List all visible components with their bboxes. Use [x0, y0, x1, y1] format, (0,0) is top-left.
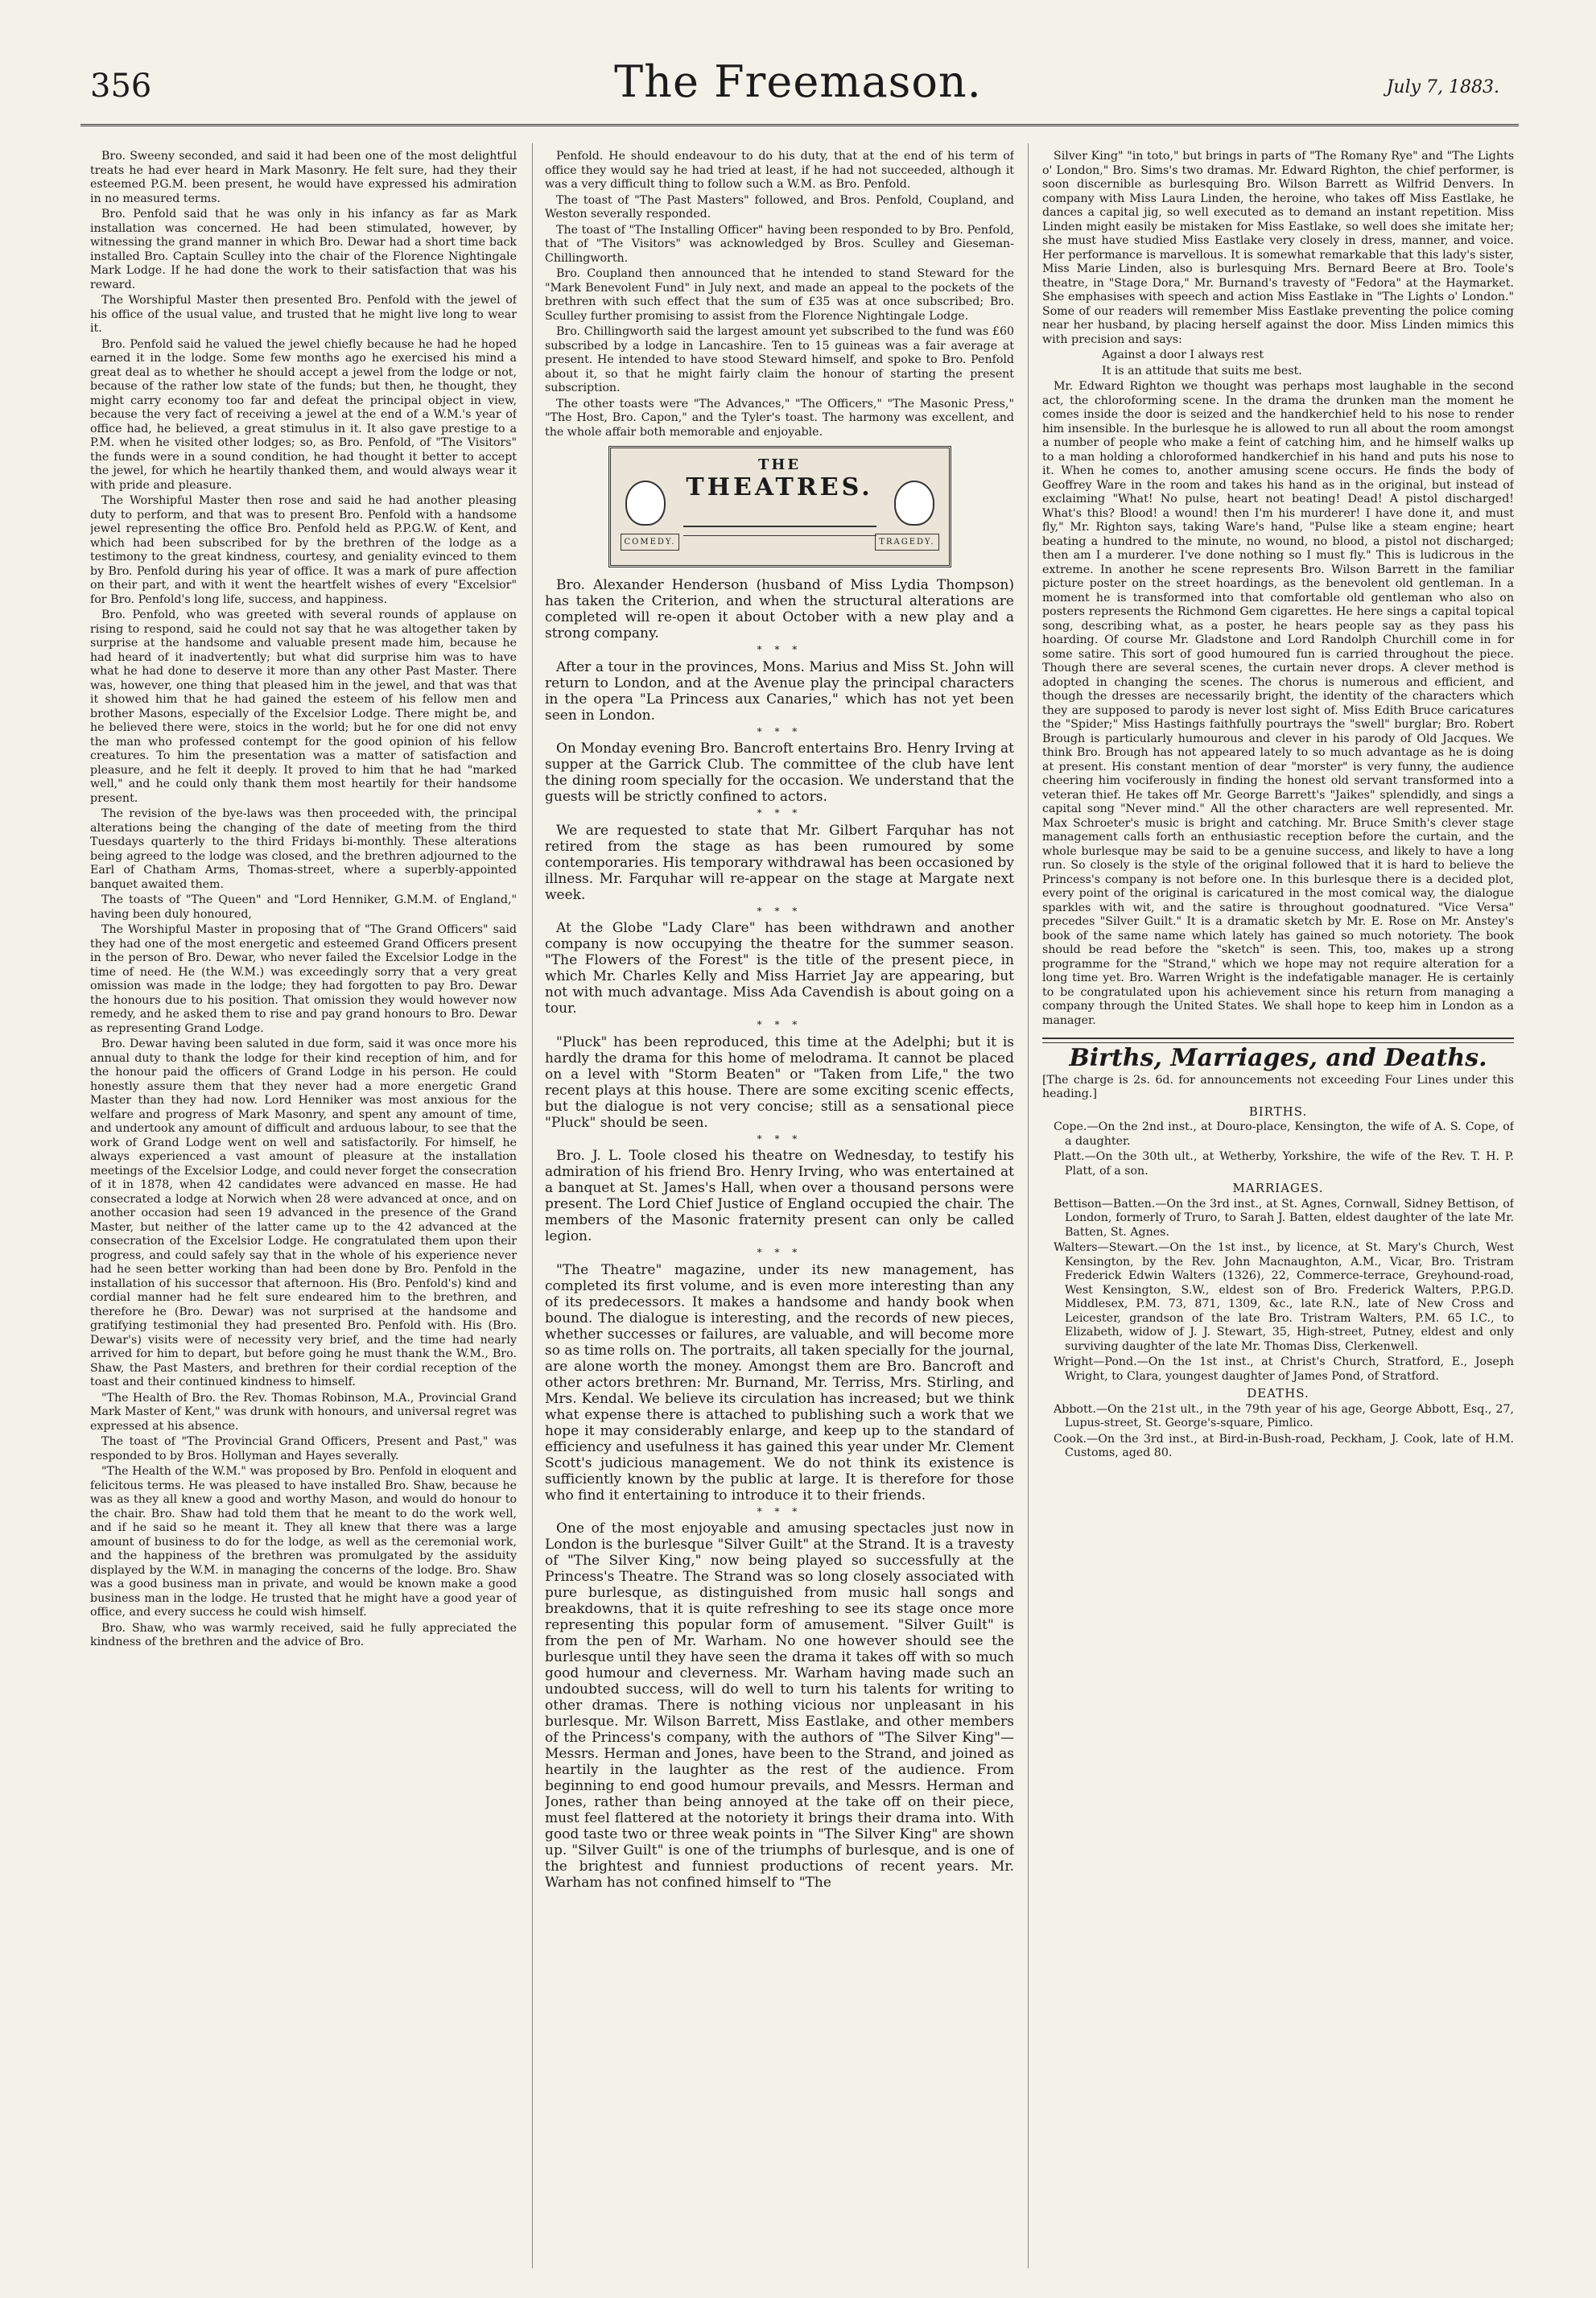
- theatres-illustration: [608, 446, 951, 567]
- paragraph: The toast of "The Provincial Grand Officers, Present and Past," was responded to by Bros. Hollyman and Hayes severally.: [90, 1435, 517, 1463]
- header-rule: [80, 124, 1519, 128]
- paragraph: The revision of the bye-laws was then proceeded with, the principal alterations being the changing of the date of meeting from the third Tuesdays quarterly to the third Fridays bi-monthly. These alterations being agreed to the lodge was closed, and the brethren adjourned to the Earl of Chatham Arms, Thomas-street, where a superbly-appointed banquet awaited them.: [90, 807, 517, 891]
- paragraph: Bro. Alexander Henderson (husband of Miss Lydia Thompson) has taken the Criterion, and when the structural alterations are completed will re-open it about October with a new play and a strong company.: [545, 577, 1014, 642]
- ornament-rule: [683, 526, 876, 536]
- column-2: [545, 150, 1014, 2291]
- separator: * * *: [757, 1132, 802, 1145]
- paragraph: Bro. Penfold said that he was only in his infancy as far as Mark installation was concerned. He had been stimulated, however, by witnessing the grand manner in which Bro. Dewar had a short time back installed Bro. Captain Sculley into the chair of the Florence Nightingale Mark Lodge. If he had done the work to their satisfaction that was his reward.: [90, 208, 517, 291]
- tragedy-label: TRAGEDY.: [875, 534, 938, 551]
- separator: * * *: [757, 1505, 802, 1517]
- paragraph: On Monday evening Bro. Bancroft entertains Bro. Henry Irving at supper at the Garrick Club. The committee of the club have lent the dining room specially for the occasion. We understand that the guests will be strictly confined to actors.: [545, 741, 1014, 805]
- issue-date: July 7, 1883.: [1386, 77, 1499, 97]
- paragraph: The Worshipful Master then presented Bro. Penfold with the jewel of his office of the usual value, and trusted that he might live long to wear it.: [90, 294, 517, 335]
- paragraph: Silver King" "in toto," but brings in parts of "The Romany Rye" and "The Lights o' London," Bro. Sims's two dramas. Mr. Edward Righton, the chief performer, is soon discernible as burlesquing Bro. Wilson Barrett as Wilfrid Denvers. In company with Miss Laura Linden, the heroine, who takes off Miss Eastlake, he dances a capital jig, so well executed as to demand an instant repetition. Miss Linden might easily be mistaken for Miss Eastlake, so well does she imitate her; she must have studied Miss Eastlake very closely in dress, manner, and voice. Her performance is marvellous. It is somewhat remarkable that this lady's sister, Miss Marie Linden, also is burlesquing Mrs. Bernard Beere at Bro. Toole's theatre, in "Stage Dora," Mr. Burnand's travesty of "Fedora" at the Haymarket. She emphasises with speech and action Miss Eastlake in "The Lights o' London." Some of our readers will remember Miss Eastlake preventing the police coming near her husband, by placing herself against the door. Miss Linden mimics this with precision and says:: [1042, 150, 1514, 346]
- paragraph: Bro. Coupland then announced that he intended to stand Steward for the "Mark Benevolent Fund" in July next, and made an appeal to the pockets of the brethren with such effect that the sum of £35 was at once subscribed; Bro. Sculley further promising to assist from the Florence Nightingale Lodge.: [545, 267, 1014, 323]
- paragraph: Bro. Chillingworth said the largest amount yet subscribed to the fund was £60 subscribed by a lodge in Lancashire. Ten to 15 guineas was a fair average at present. He intended to have stood Steward himself, and spoke to Bro. Penfold about it, so that he might fairly claim the honour of starting the present subscription.: [545, 325, 1014, 394]
- separator: * * *: [757, 905, 802, 917]
- section-rule: [1042, 1038, 1514, 1039]
- paragraph: Bro. Dewar having been saluted in due form, said it was once more his annual duty to thank the lodge for their kind reception of him, and for the honour paid the officers of Grand Lodge in his person. He could honestly assure them that they never had a more energetic Grand Master than they had now. Lord Henniker was most anxious for the welfare and progress of Mark Masonry, and spent any amount of time, and undertook any amount of difficult and arduous labour, to see that the work of Grand Lodge went on well and satisfactorily. For himself, he always experienced a vast amount of pleasure at the installation meetings of the Excelsior Lodge, and could never forget the consecration of it in 1878, when 42 candidates were advanced en masse. He had consecrated a lodge at Norwich when 28 were advanced at once, and on another occasion had seen 19 advanced in the presence of the Grand Master, but neither of the latter came up to the 42 advanced at the consecration of the Excelsior Lodge. He congratulated them upon their progress, and could safely say that in the whole of his experience never had he seen better working than had been done by Bro. Penfold in the installation of his successor that afternoon. His (Bro. Penfold's) kind and cordial manner had he felt sure endeared him to the brethren, and therefore he (Bro. Dewar) was not surprised at the handsome and gratifying testimonial they had presented Bro. Penfold with. His (Bro. Dewar's) visits were of necessity very brief, and the time had nearly arrived for him to depart, but before going he must thank the W.M., Bro. Shaw, the Past Masters, and brethren for their cordial reception of the toast and their continued kindness to himself.: [90, 1038, 517, 1388]
- paragraph: Bro. Shaw, who was warmly received, said he fully appreciated the kindness of the brethren and the advice of Bro.: [90, 1621, 517, 1648]
- separator: * * *: [757, 725, 802, 737]
- paragraph: The Worshipful Master in proposing that of "The Grand Officers" said they had one of the most energetic and esteemed Grand Officers present in the person of Bro. Dewar, who never failed the Excelsior Lodge in the time of need. He (the W.M.) was exceedingly sorry that a very great omission was made in the lodge; they had forgotten to pay Bro. Dewar the honours due to his position. That omission they would however now remedy, and he asked them to rise and pay grand honours to Bro. Dewar as representing Grand Lodge.: [90, 923, 517, 1035]
- paragraph: At the Globe "Lady Clare" has been withdrawn and another company is now occupying the theatre for the summer season. "The Flowers of the Forest" is the title of the present piece, in which Mr. Charles Kelly and Miss Harriet Jay are appearing, but not with much advantage. Miss Ada Cavendish is about going on a tour.: [545, 920, 1014, 1017]
- paragraph: Bro. J. L. Toole closed his theatre on Wednesday, to testify his admiration of his friend Bro. Henry Irving, who was entertained at a banquet at St. James's Hall, when over a thousand persons were present. The Lord Chief Justice of England occupied the chair. The members of the Masonic fraternity present can only be called legion.: [545, 1148, 1014, 1244]
- paragraph: Bro. Penfold said he valued the jewel chiefly because he had he hoped earned it in the lodge. Some few months ago he exercised his mind a great deal as to whether he should accept a jewel from the lodge or not, because of the rather low state of the funds; but then, he thought, they might carry economy too far and defeat the principal object in view, because the very fact of receiving a jewel at the end of a W.M.'s year of office had, he believed, a great stimulus in it. It also gave prestige to a P.M. when he visited other lodges; so, as Bro. Penfold, of "The Visitors" the funds were in a sound condition, he had thought it better to accept the jewel, for which he heartily thanked them, and would always wear it with pride and pleasure.: [90, 337, 517, 492]
- section-rule: [1042, 1042, 1514, 1043]
- paragraph: We are requested to state that Mr. Gilbert Farquhar has not retired from the stage as has been rumoured by some contemporaries. His temporary withdrawal has been occasioned by illness. Mr. Farquhar will re-appear on the stage at Margate next week.: [545, 822, 1014, 903]
- births-heading: BIRTHS.: [1248, 1104, 1308, 1119]
- death-entry: Cook.—On the 3rd inst., at Bird-in-Bush-road, Peckham, J. Cook, late of H.M. Customs, aged 80.: [1054, 1432, 1514, 1459]
- marriage-entry: Bettison—Batten.—On the 3rd inst., at St. Agnes, Cornwall, Sidney Bettison, of London, formerly of Truro, to Sarah J. Batten, eldest daughter of the late Mr. Batten, St. Agnes.: [1054, 1197, 1514, 1239]
- column-divider: [1028, 143, 1029, 2268]
- illustration-the: THE: [757, 456, 802, 473]
- paragraph: "Pluck" has been reproduced, this time at the Adelphi; but it is hardly the drama for this home of melodrama. It cannot be placed on a level with "Storm Beaten" or "Taken from Life," the two recent plays at this house. There are some exciting scenic effects, but the dialogue is not very concise; still as a sensational piece "Pluck" should be seen.: [545, 1033, 1014, 1131]
- page-number: 356: [90, 68, 152, 105]
- paragraph: The toast of "The Installing Officer" having been responded to by Bro. Penfold, that of "The Visitors" was acknowledged by Bros. Sculley and Gieseman-Chillingworth.: [545, 223, 1014, 265]
- separator: * * *: [757, 807, 802, 819]
- paragraph: Bro. Sweeny seconded, and said it had been one of the most delightful treats he had ever heard in Mark Masonry. He felt sure, had they their esteemed P.G.M. been present, he would have expressed his admiration in no measured terms.: [90, 150, 517, 205]
- paragraph: The toast of "The Past Masters" followed, and Bros. Penfold, Coupland, and Weston severally responded.: [545, 193, 1014, 221]
- separator: * * *: [757, 1019, 802, 1030]
- bmd-heading: Births, Marriages, and Deaths.: [1069, 1044, 1487, 1072]
- marriages-heading: MARRIAGES.: [1232, 1181, 1324, 1195]
- paragraph: The other toasts were "The Advances," "The Officers," "The Masonic Press," "The Host, Bro. Capon," and the Tyler's toast. The harmony was excellent, and the whole affair both memorable and enjoyable.: [545, 397, 1014, 439]
- column-1: [90, 150, 517, 2291]
- verse-line: Against a door I always rest: [1102, 349, 1264, 361]
- paragraph: "The Health of the W.M." was proposed by Bro. Penfold in eloquent and felicitous terms. He was pleased to have installed Bro. Shaw, because he was as they all knew a good and worthy Mason, and would do honour to the chair. Bro. Shaw had told them that he meant to do the work well, and if he said so he meant it. They all knew that there was a large amount of business to do for the lodge, as well as the ceremonial work, and the happiness of the brethren was promulgated by the assiduity displayed by the W.M. in managing the concerns of the lodge. Bro. Shaw was a good business man in private, and would be known make a good business man in the lodge. He trusted that he might have a good year of office, and every success he could wish himself.: [90, 1465, 517, 1619]
- paragraph: Bro. Penfold, who was greeted with several rounds of applause on rising to respond, said he could not say that he was altogether taken by surprise at the handsome and valuable present made him, because he had heard of it inadvertently; but what did surprise him was to have what he had done to deserve it more than any other Past Master. There was, however, one thing that pleased him in the jewel, and that was that it showed him that he had gained the esteem of his fellow men and brother Masons, especially of the Excelsior Lodge. There might be, and he believed there were, stoics in the world; but he for one did not envy the man who professed contempt for the good opinion of his fellow creatures. To him the presentation was a matter of satisfaction and pleasure, and he felt it deeply. It proved to him that he had "marked well," and he could only thank them most heartily for their handsome present.: [90, 609, 517, 805]
- section-title-theatres: THEATRES.: [686, 473, 873, 501]
- marriage-entry: Walters—Stewart.—On the 1st inst., by licence, at St. Mary's Church, West Kensington, by the Rev. John Macnaughton, A.M., Vicar, Bro. Tristram Frederick Edwin Walters (1326), 22, Commerce-terrace, Greyhound-road, West Kensington, S.W., eldest son of Bro. Frederick Walters, P.P.G.D. Middlesex, P.M. 73, 871, 1309, &c., late R.N., late of New Cross and Leicester, grandson of the late Bro. Tristram Walters, P.M. 65 I.C., to Elizabeth, widow of J. J. Stewart, 35, High-street, Putney, eldest and only surviving daughter of the late Mr. Thomas Diss, Clerkenwell.: [1054, 1241, 1514, 1353]
- separator: * * *: [757, 644, 802, 655]
- masthead-title: The Freemason.: [614, 56, 982, 107]
- paragraph: After a tour in the provinces, Mons. Marius and Miss St. John will return to London, and at the Avenue play the principal characters in the opera "La Princess aux Canaries," which has not yet been seen in London.: [545, 658, 1014, 724]
- birth-entry: Cope.—On the 2nd inst., at Douro-place, Kensington, the wife of A. S. Cope, of a daughter.: [1054, 1120, 1514, 1148]
- verse-line: It is an attitude that suits me best.: [1102, 364, 1302, 377]
- column-divider: [532, 143, 533, 2268]
- death-entry: Abbott.—On the 21st ult., in the 79th year of his age, George Abbott, Esq., 27, Lupus-street, St. George's-square, Pimlico.: [1054, 1402, 1514, 1430]
- comedy-label: COMEDY.: [621, 534, 680, 551]
- paragraph: Mr. Edward Righton we thought was perhaps most laughable in the second act, the chloroforming scene. In the drama the drunken man the moment he comes inside the door is seized and the handkerchief held to his nose to render him insensible. In the burlesque he is allowed to run all about the room amongst a number of people who make a feint of catching him, and he himself walks up to a man holding a chloroformed handkerchief in his hand and puts his nose to it. When he comes to, another amusing scene occurs. He finds the body of Geoffrey Ware in the room and takes his hand as in the original, but instead of exclaiming "What! No pulse, heart not beating! Dead! A pistol discharged! What's this? Blood! a wound! then I'm his murderer! I have done it, and must fly," Mr. Righton says, taking Ware's hand, "Pulse like a steam engine; heart beating a hundred to the minute, no wound, no blood, a pistol not discharged; then am I a murderer. I've done nothing so I must fly." This is ludicrous in the extreme. In another he scene represents Bro. Wilson Barrett in the familiar picture poster on the street hoardings, as the benevolent old gentleman. In a moment he is transformed into that comfortable old gentleman who also on posters represents the Richmond Gem cigarettes. He here sings a capital topical song, describing what, as a poster, he hears people say as they pass his hoarding. Of course Mr. Gladstone and Lord Randolph Churchill come in for some satire. This sort of good humoured fun is carried throughout the piece. Though there are several scenes, the curtain never drops. A clever method is adopted in changing the scenes. The chorus is numerous and efficient, and though the dresses are necessarily bright, the identity of the characters which they are supposed to parody is never lost sight of. Miss Edith Bruce caricatures the "Spider;" Miss Hastings faithfully pourtrays the "swell" burglar; Bro. Robert Brough is particularly humourous and clever in his parody of Old Jacques. We think Bro. Brough has not appeared lately to so much advantage as he is doing at present. His constant mention of dear "morster" is very funny, the audience cheering him vociferously in finding the honest old servant transformed into a veteran thief. He takes off Mr. George Barrett's "Jaikes" splendidly, and sings a capital song "Never mind." All the other characters are well represented. Mr. Max Schroeter's music is bright and catching. Mr. Bruce Smith's clever stage management calls forth an enthusiastic reception before the curtain, and the whole burlesque may be said to be a genuine success, and likely to have a long run. So closely is the style of the original followed that it is hard to believe the Princess's company is not before one. In this burlesque there is a decided plot, every point of the original is caricatured in the most comical way, the dialogue sparkles with wit, and the satire is throughout goodnatured. "Vice Versa" precedes "Silver Guilt." It is a dramatic sketch by Mr. E. Rose on Mr. Anstey's book of the same name which lately has gained so much notoriety. The book should be read before the "sketch" is seen. This, too, makes up a strong programme for the "Strand," which we hope may not require alteration for a long time yet. Bro. Warren Wright is the indefatigable manager. He is certainly to be congratulated upon his achievement since his return from managing a company through the United States. We shall hope to keep him in London as a manager.: [1042, 380, 1514, 1027]
- paragraph: One of the most enjoyable and amusing spectacles just now in London is the burlesque "Silver Guilt" at the Strand. It is a travesty of "The Silver King," now being played so successfully at the Princess's Theatre. The Strand was so long closely associated with pure burlesque, as distinguished from music hall songs and breakdowns, that it is quite refreshing to see its stage once more representing this popular form of amusement. "Silver Guilt" is from the pen of Mr. Warham. No one however should see the burlesque until they have seen the drama it takes off with so much good humour and cleverness. Mr. Warham having made such an undoubted success, will do well to turn his talents for writing to other dramas. There is nothing vicious nor unpleasant in his burlesque. Mr. Wilson Barrett, Miss Eastlake, and other members of the Princess's company, with the authors of "The Silver King"—Messrs. Herman and Jones, have been to the Strand, and joined as heartily in the laughter as the rest of the audience. From beginning to end good humour prevails, and Messrs. Herman and Jones, rather than being annoyed at the take off on their piece, must feel flattered at the notoriety it brings their drama into. With good taste two or three weak points in "The Silver King" are shown up. "Silver Guilt" is one of the triumphs of burlesque, and is one of the brightest and funniest productions of recent years. Mr. Warham has not confined himself to "The: [545, 1520, 1014, 1891]
- column-3: [1042, 150, 1514, 2291]
- deaths-heading: DEATHS.: [1247, 1386, 1309, 1401]
- paragraph: "The Theatre" magazine, under its new management, has completed its first volume, and is even more interesting than any of its predecessors. It makes a handsome and handy book when bound. The dialogue is interesting, and the records of new pieces, whether successes or failures, are valuable, and will become more so as time rolls on. The portraits, all taken specially for the journal, are alone worth the money. Amongst them are Bro. Bancroft and other actors brethren: Mr. Burnand, Mr. Terriss, Mrs. Stirling, and Mrs. Kendal. We believe its circulation has increased; but we think what expense there is attached to publishing such a work that we hope it may considerably enlarge, and keep up to the standard of efficiency and usefulness it has gained this year under Mr. Clement Scott's judicious management. We do not think its existence is sufficiently known by the public at large. It is therefore for those who find it entertaining to introduce it to their friends.: [545, 1261, 1014, 1504]
- bmd-note: [The charge is 2s. 6d. for announcements not exceeding Four Lines under this heading.]: [1042, 1073, 1514, 1100]
- paragraph: Penfold. He should endeavour to do his duty, that at the end of his term of office they would say he had tried at least, if he had not succeeded, although it was a very difficult thing to follow such a W.M. as Bro. Penfold.: [545, 150, 1014, 191]
- paragraph: The toasts of "The Queen" and "Lord Henniker, G.M.M. of England," having been duly honoured,: [90, 893, 517, 921]
- paragraph: The Worshipful Master then rose and said he had another pleasing duty to perform, and that was to present Bro. Penfold with a handsome jewel representing the office Bro. Penfold held as P.P.G.W. of Kent, and which had been subscribed for by the brethren of the lodge as a testimony to the great kindness, courtesy, and geniality evinced to them by Bro. Penfold during his year of office. It was a mark of pure affection on their part, and with it went the heartfelt wishes of every "Excelsior" for Bro. Penfold's long life, success, and happiness.: [90, 494, 517, 606]
- paragraph: "The Health of Bro. the Rev. Thomas Robinson, M.A., Provincial Grand Mark Master of Kent," was drunk with honours, and universal regret was expressed at his absence.: [90, 1391, 517, 1433]
- separator: * * *: [757, 1247, 802, 1258]
- marriage-entry: Wright—Pond.—On the 1st inst., at Christ's Church, Stratford, E., Joseph Wright, to Clara, youngest daughter of James Pond, of Stratford.: [1054, 1355, 1514, 1383]
- birth-entry: Platt.—On the 30th ult., at Wetherby, Yorkshire, the wife of the Rev. T. H. P. Platt, of a son.: [1054, 1150, 1514, 1178]
